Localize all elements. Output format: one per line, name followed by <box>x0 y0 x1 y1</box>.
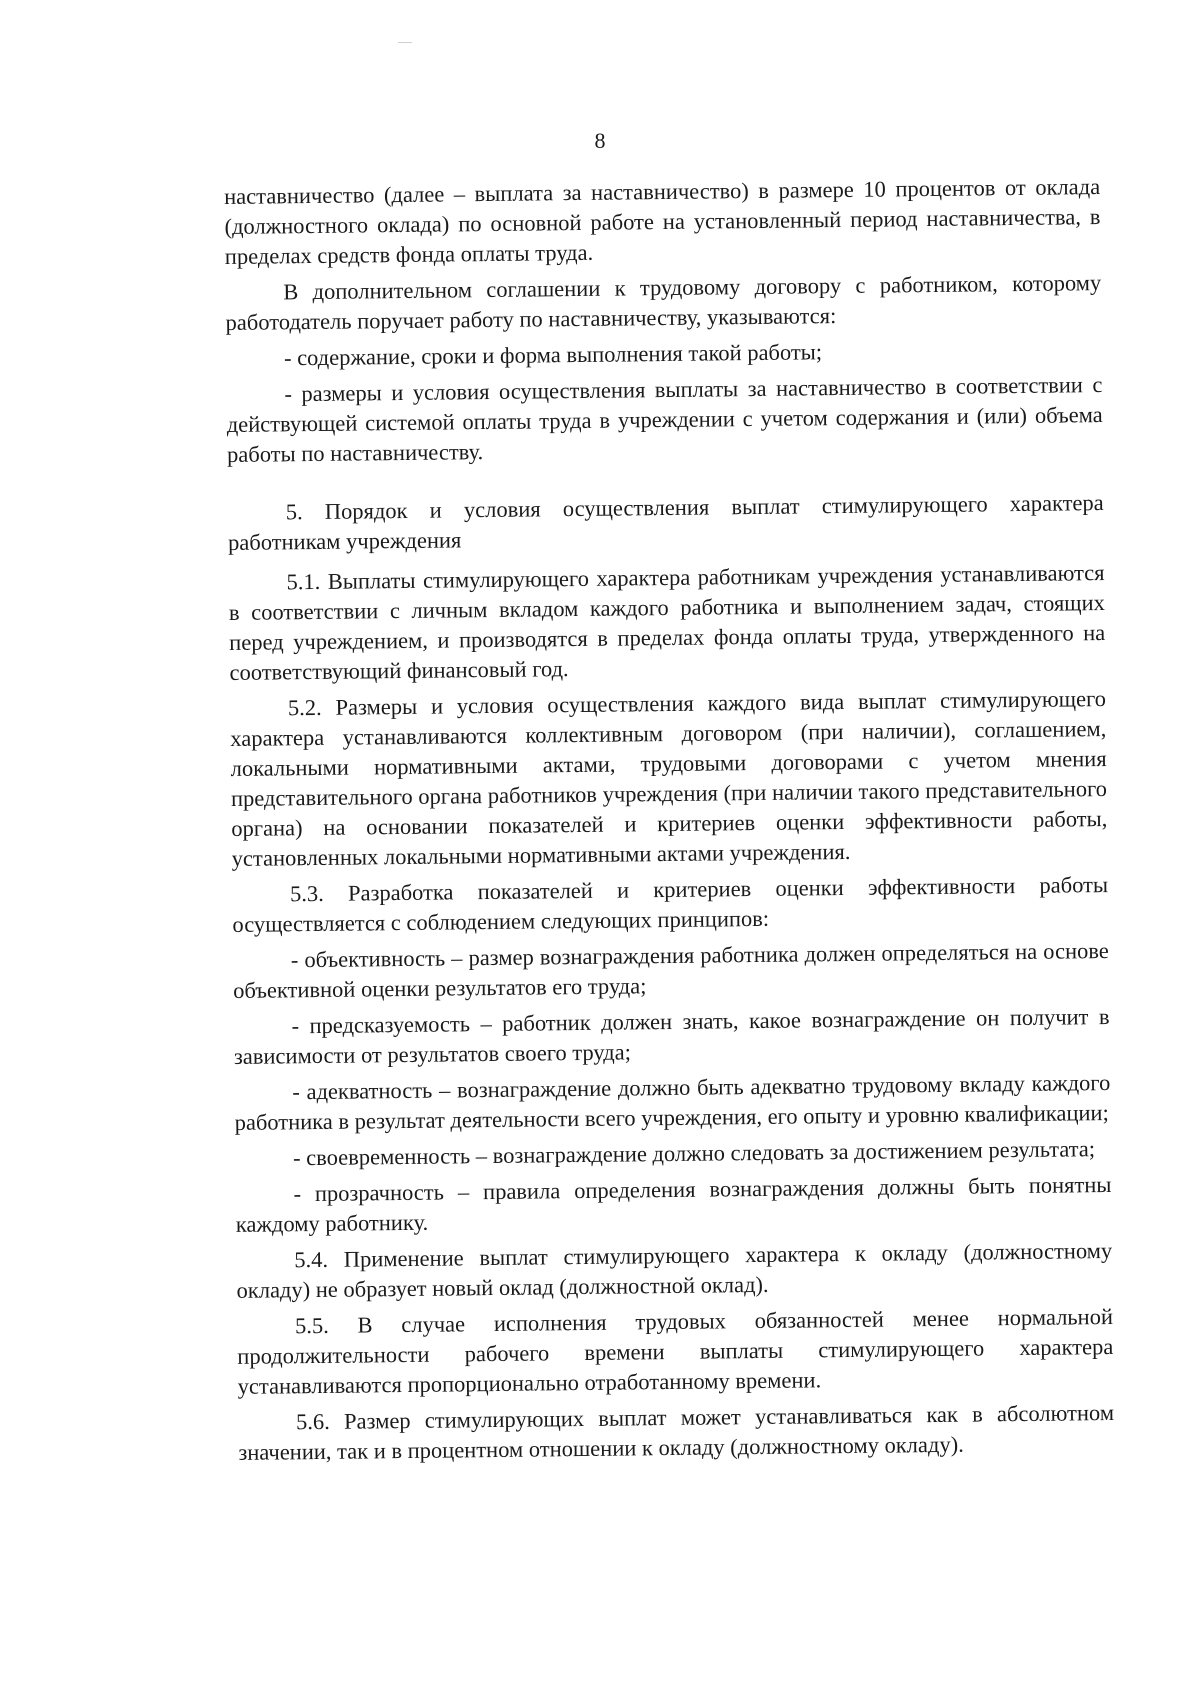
principle-adequacy: - адекватность – вознаграждение должно быть адекватно трудовому вкладу каждого работника в результат деятельности всего учреждения, его опыту и уровню квалификации; <box>234 1070 1111 1135</box>
paragraph-mentorship-continuation: наставничество (далее – выплата за наставничество) в размере 10 процентов от оклада (должностного оклада) по основной работе на установленный период наставничества, в пределах средств фонда оплаты труда. <box>224 174 1101 269</box>
principle-transparency: - прозрачность – правила определения вознаграждения должны быть понятны каждому работнику. <box>235 1171 1112 1237</box>
scan-mark <box>398 42 412 43</box>
clause-5-5: 5.5. В случае исполнения трудовых обязанностей менее нормальной продолжительности рабочего времени выплаты стимулирующего характера устанавливаются пропорционально отработанному времени. <box>237 1303 1114 1399</box>
list-item-work-content: - содержание, сроки и форма выполнения такой работы; <box>283 339 823 371</box>
clause-5-6: 5.6. Размер стимулирующих выплат может устанавливаться как в абсолютном значении, так и в процентном отношении к окладу (должностному окладу). <box>238 1399 1115 1465</box>
clause-5-4: 5.4. Применение выплат стимулирующего характера к окладу (должностному окладу) не образует новый оклад (должностной оклад). <box>236 1237 1113 1303</box>
clause-5-3: 5.3. Разработка показателей и критериев оценки эффективности работы осуществляется с соблюдением следующих принципов: <box>232 872 1109 937</box>
document-body <box>224 172 1115 1474</box>
list-item-payment-conditions: - размеры и условия осуществления выплаты за наставничество в соответствии с действующей системой оплаты труда в учреждении с учетом содержания и (или) объема работы по наставничеству. <box>226 372 1103 467</box>
section-heading-5: 5. Порядок и условия осуществления выплат стимулирующего характера работникам учреждения <box>227 490 1104 555</box>
principle-predictability: - предсказуемость – работник должен знать, какое вознаграждение он получит в зависимости от результатов своего труда; <box>233 1004 1110 1069</box>
paragraph-supplementary-agreement: В дополнительном соглашении к трудовому договору с работником, которому работодатель поручает работу по наставничеству, указываются: <box>225 270 1102 335</box>
page-number: 8 <box>594 128 606 153</box>
principle-objectivity: - объективность – размер вознаграждения работника должен определяться на основе объективной оценки результатов его труда; <box>233 938 1109 1003</box>
clause-5-1: 5.1. Выплаты стимулирующего характера работникам учреждения устанавливаются в соответствии с личным вкладом каждого работника и выполнением задач, стоящих перед учреждением, и производятся в пределах фонда оплаты труда, утвержденного на соответствующий финансовый год. <box>228 560 1106 685</box>
clause-5-2: 5.2. Размеры и условия осуществления каждого вида выплат стимулирующего характера устанавливаются коллективным договором (при наличии), соглашением, локальными нормативными актами, трудовыми договорами с учетом мнения представительного органа работников учреждения (при наличии такого представительного органа) на основании показателей и критериев оценки эффективности работы, установленных локальными нормативными актами учреждения. <box>230 686 1108 871</box>
principle-timeliness: - своевременность – вознаграждение должно следовать за достижением результата; <box>292 1136 1096 1171</box>
